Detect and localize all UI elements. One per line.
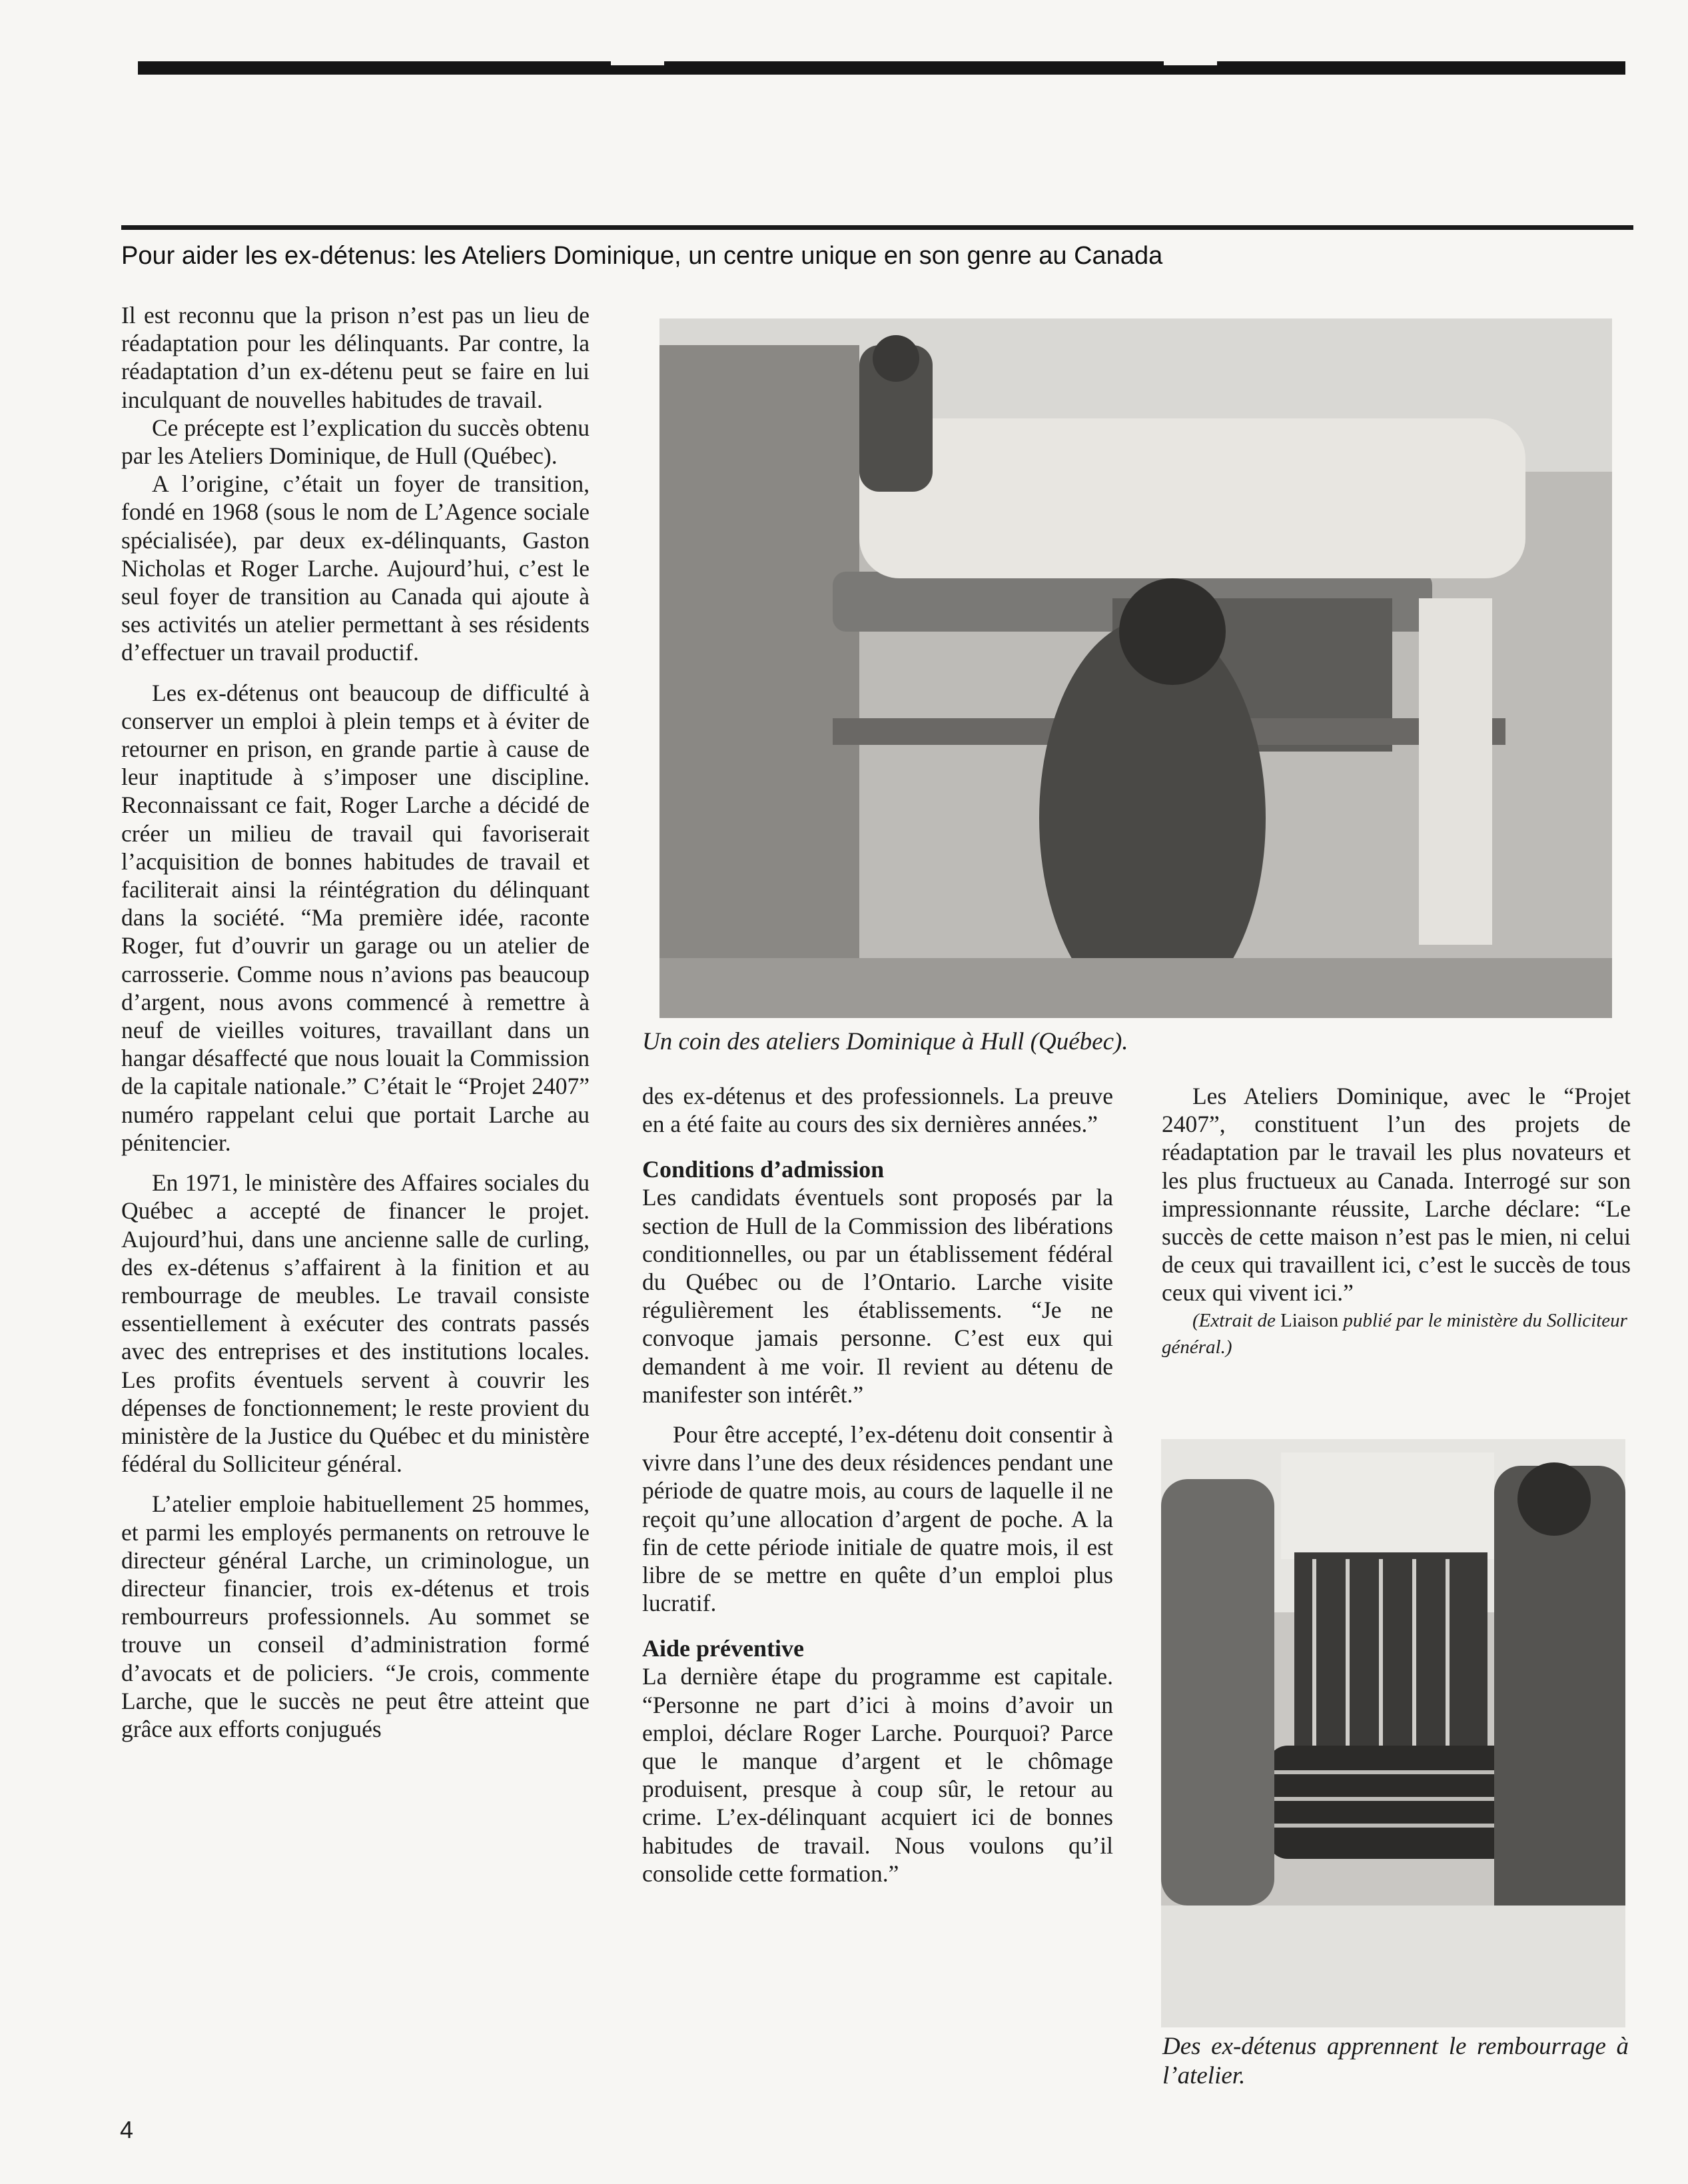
workshop-photo-image [659,318,1612,1018]
credit-text: publié par le ministère du Solliciteur général.) [1162,1309,1627,1358]
photo-caption: Un coin des ateliers Dominique à Hull (Québec). [642,1028,1128,1055]
paragraph: Il est reconnu que la prison n’est pas un lieu de réadaptation pour les délinquants. Par contre, la réadaptation d’un ex-détenu peut se faire en lui inculquant de nouvelles habitudes de travail. [121,302,590,413]
paragraph: Pour être accepté, l’ex-détenu doit consentir à vivre dans l’une des deux résidences pendant une période de quatre mois, au cours de laquelle il ne reçoit qu’une allocation d’argent de poche. A la fin de cette période initiale de quatre mois, il est libre de se mettre en quête d’un emploi plus lucratif. [642,1421,1113,1617]
credit-text: (Extrait de [1192,1309,1281,1331]
photo-caption: Des ex-détenus apprennent le rembourrage à l’atelier. [1162,2033,1629,2089]
paragraph: La dernière étape du programme est capitale. “Personne ne part d’ici à moins d’avoir un emploi, déclare Roger Larche. Pourquoi? Parce que le manque d’argent et le chômage produisent, presque à coup sûr, le retour au crime. L’ex-délinquant acquiert ici de bonnes habitudes de travail. Nous voulons qu’il consolide cette formation.” [642,1663,1113,1887]
paragraph: Les Ateliers Dominique, avec le “Projet 2407”, constituent l’un des projets de réadaptation par le travail les plus novateurs et les plus fructueux au Canada. Interrogé sur son impressionnante réussite, Larche déclare: “Le succès de cette maison n’est pas le mien, ni celui de ceux qui travaillent ici, c’est le succès de tous ceux qui vivent ici.” [1162,1083,1631,1307]
upholstery-photo [1161,1439,1625,2027]
upholstery-photo-image [1161,1439,1625,2027]
paragraph: Les candidats éventuels sont proposés par la section de Hull de la Commission des libérations conditionnelles, ou par un établissement fédéral du Québec ou de l’Ontario. Larche visite régulièrement les établissements. “Je ne convoque jamais personne. C’est eux qui demandent à me voir. Il revient au détenu de manifester son intérêt.” [642,1184,1113,1408]
source-credit [1162,1307,1631,1361]
workshop-photo [659,318,1612,1018]
paragraph: Ce précepte est l’explication du succès obtenu par les Ateliers Dominique, de Hull (Québec). [121,414,590,470]
paragraph: En 1971, le ministère des Affaires sociales du Québec a accepté de financer le projet. Aujourd’hui, dans une ancienne salle de curling, des ex-détenus s’affairent à la finition et au rembourrage de meubles. Le travail consiste essentiellement à exécuter des contrats passés avec des entreprises et des institutions locales. Les profits éventuels servent à couvrir les dépenses de fonctionnement; le reste provient du ministère de la Justice du Québec et du ministère fédéral du Solliciteur général. [121,1169,590,1478]
paragraph: Les ex-détenus ont beaucoup de difficulté à conserver un emploi à plein temps et à éviter de retourner en prison, en grande partie à cause de leur inaptitude à s’imposer une discipline. Reconnaissant ce fait, Roger Larche a décidé de créer un milieu de travail qui favoriserait l’acquisition de bonnes habitudes de travail et faciliterait ainsi la réintégration du délinquant dans la société. “Ma première idée, raconte Roger, fut d’ouvrir un garage ou un atelier de carrosserie. Comme nous n’avions pas beaucoup d’argent, nous avons commencé à remettre à neuf de vieilles voitures, travaillant dans un hangar désaffecté que nous louait la Commission de la capitale nationale.” C’était le “Projet 2407” numéro rappelant celui que portait Larche au pénitencier. [121,679,590,1156]
article-column-3 [1162,1082,1631,1361]
headline-rule [121,225,1633,230]
article-column-1 [121,301,590,1743]
page-number: 4 [120,2116,134,2143]
top-rule [138,61,1625,75]
article-headline: Pour aider les ex-détenus: les Ateliers Dominique, un centre unique en son genre au Canada [121,242,1163,270]
paragraph: L’atelier emploie habituellement 25 hommes, et parmi les employés permanents on retrouve le directeur général Larche, un criminologue, un directeur financier, trois ex-détenus et trois rembourreurs professionnels. Au sommet se trouve un conseil d’administration formé d’avocats et de policiers. “Je crois, commente Larche, que le succès ne peut être atteint que grâce aux efforts conjugués [121,1490,590,1742]
article-column-2 [642,1082,1113,1888]
section-heading: Aide préventive [642,1635,804,1662]
publication-name: Liaison [1280,1309,1339,1331]
paragraph: des ex-détenus et des professionnels. La preuve en a été faite au cours des six dernières années.” [642,1083,1113,1138]
paragraph: A l’origine, c’était un foyer de transition, fondé en 1968 (sous le nom de L’Agence sociale spécialisée), par deux ex-délinquants, Gaston Nicholas et Roger Larche. Aujourd’hui, c’est le seul foyer de transition au Canada qui ajoute à ses activités un atelier permettant à ses résidents d’effectuer un travail productif. [121,470,590,666]
section-heading: Conditions d’admission [642,1156,885,1183]
